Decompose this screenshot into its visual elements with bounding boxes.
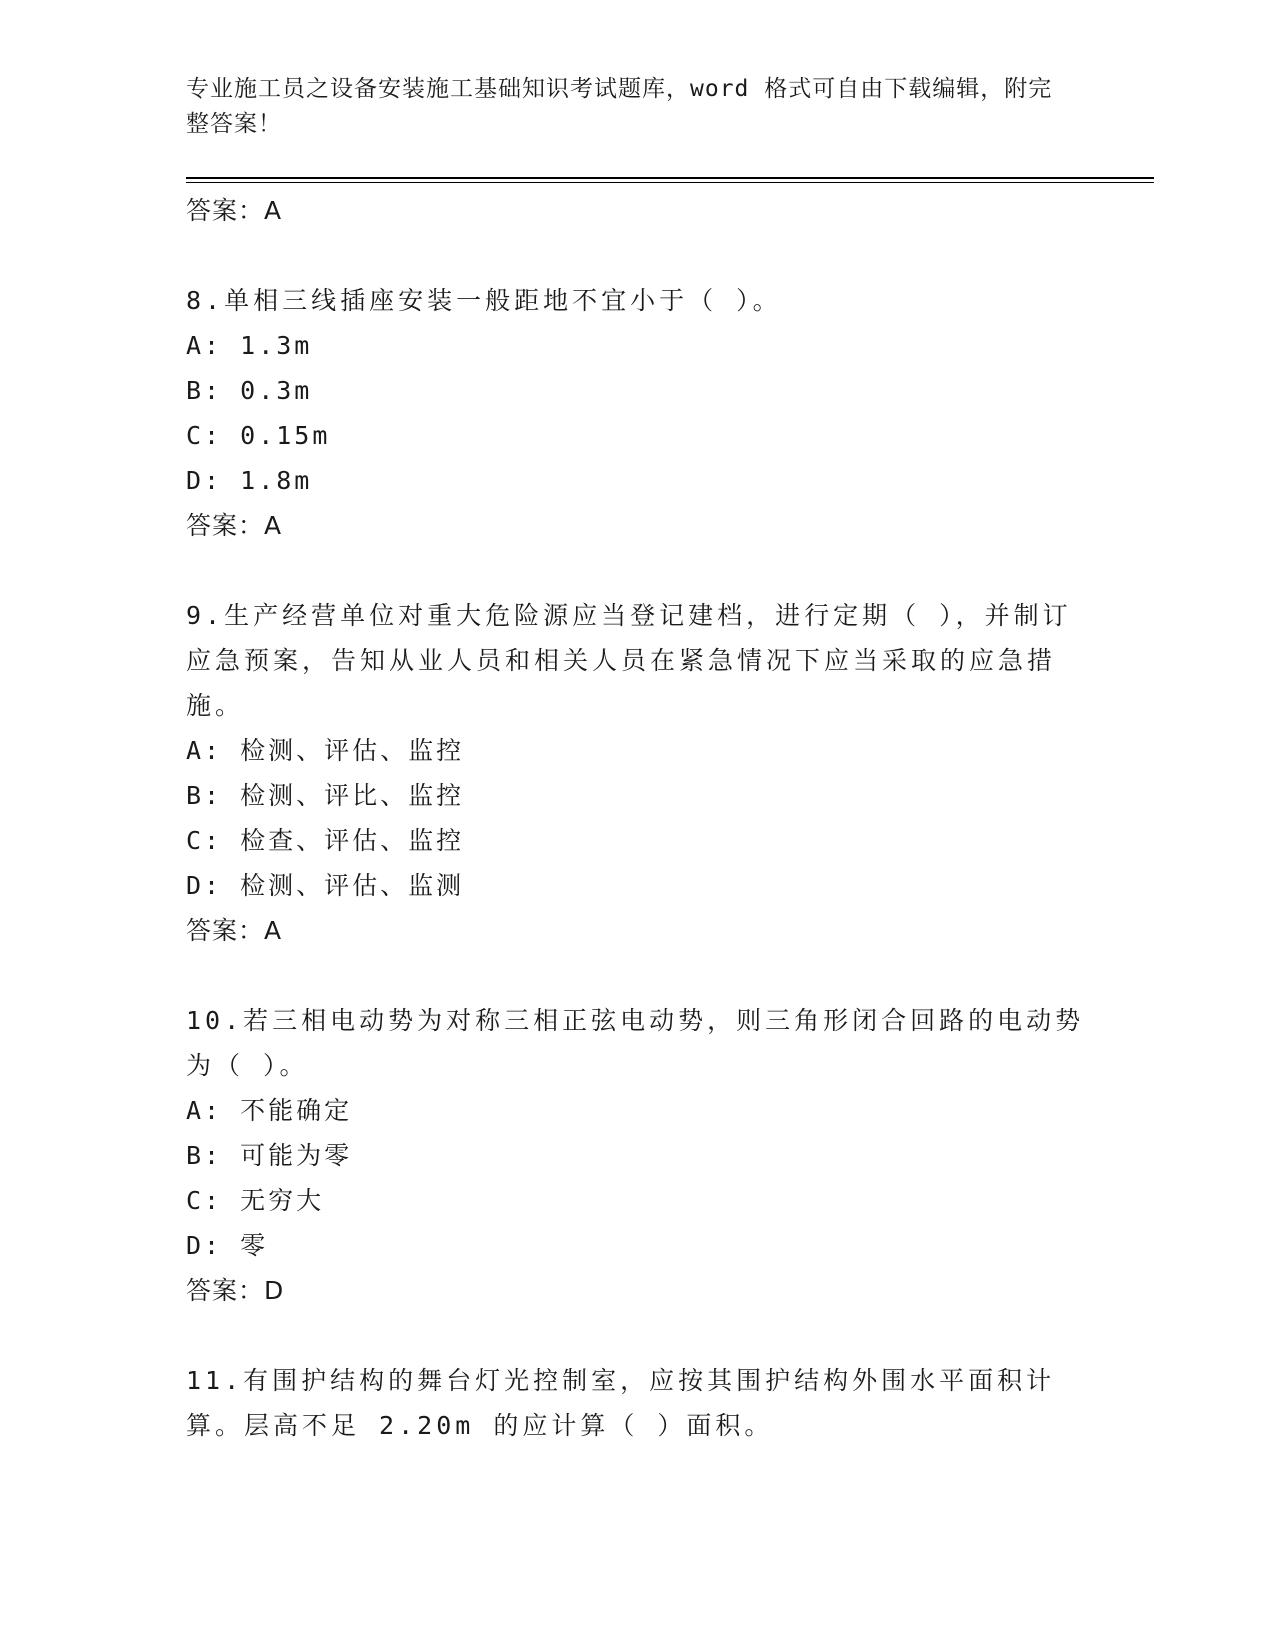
option-a: A: 检测、评估、监控	[186, 736, 465, 765]
question-text: 11.有围护结构的舞台灯光控制室，应按其围护结构外围水平面积计算。层高不足 2.20m 的应计算（ ）面积。	[186, 1366, 1056, 1440]
question-11	[186, 1358, 1086, 1448]
question-text: 9.生产经营单位对重大危险源应当登记建档，进行定期（ ），并制订应急预案，告知从业人员和相关人员在紧急情况下应当采取的应急措施。	[186, 601, 1072, 720]
option-a: A: 不能确定	[186, 1096, 353, 1125]
question-text: 10.若三相电动势为对称三相正弦电动势，则三角形闭合回路的电动势为（ ）。	[186, 1006, 1085, 1080]
question-8	[186, 278, 1086, 549]
option-d: D: 检测、评估、监测	[186, 871, 465, 900]
answer-line: 答案：D	[186, 1276, 285, 1305]
option-b: B: 可能为零	[186, 1141, 353, 1170]
answer-line: 答案：A	[186, 196, 283, 225]
option-c: C: 无穷大	[186, 1186, 325, 1215]
question-text: 8.单相三线插座安装一般距地不宜小于（ ）。	[186, 286, 782, 315]
option-b: B: 0.3m	[186, 376, 313, 405]
document-header: 专业施工员之设备安装施工基础知识考试题库，word 格式可自由下载编辑，附完整答案！	[186, 76, 1053, 137]
question-10	[186, 998, 1086, 1314]
answer-line: 答案：A	[186, 916, 283, 945]
option-c: C: 0.15m	[186, 421, 331, 450]
option-a: A: 1.3m	[186, 331, 313, 360]
header-divider-thin	[186, 182, 1154, 183]
option-d: D: 零	[186, 1231, 269, 1260]
question-list	[186, 188, 1086, 1448]
answer-line: 答案：A	[186, 511, 283, 540]
option-c: C: 检查、评估、监控	[186, 826, 465, 855]
question-9	[186, 593, 1086, 954]
option-d: D: 1.8m	[186, 466, 313, 495]
option-b: B: 检测、评比、监控	[186, 781, 465, 810]
header-divider-thick	[186, 177, 1154, 179]
